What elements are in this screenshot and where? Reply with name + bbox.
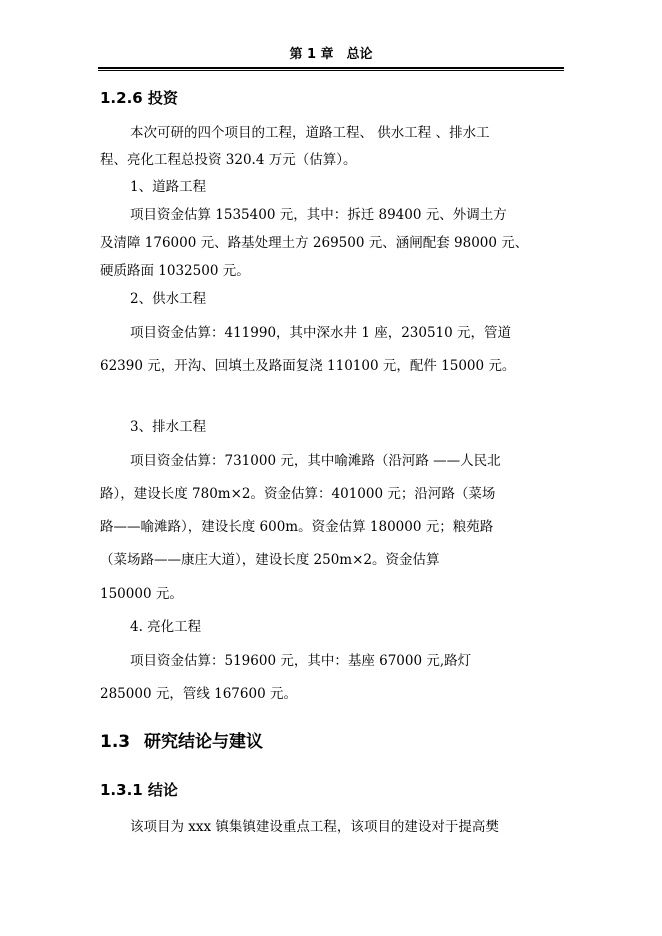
drainage-line-2: 路），建设长度 780m×2。资金估算：401000 元；沿河路（菜场: [100, 486, 496, 502]
road-line-2: 及清障 176000 元、路基处理土方 269500 元、涵闸配套 98000 元、: [100, 235, 529, 251]
intro-line-2: 程、亮化工程总投资 320.4 万元（估算）。: [100, 152, 357, 168]
item-title-water: 2、供水工程: [130, 291, 207, 307]
heading-1-2-6: 1.2.6 投资: [100, 89, 178, 107]
water-line-1: 项目资金估算：411990，其中深水井 1 座，230510 元，管道: [130, 325, 512, 341]
heading-1-3-title: 研究结论与建议: [144, 732, 263, 752]
drainage-line-5: 150000 元。: [100, 586, 183, 602]
road-line-1: 项目资金估算 1535400 元，其中：拆迁 89400 元、外调土方: [130, 207, 507, 223]
drainage-line-1: 项目资金估算：731000 元，其中喻滩路（沿河路 ——人民北: [130, 453, 501, 469]
heading-1-3: [100, 731, 263, 753]
header-rule: [98, 67, 564, 69]
lighting-line-2: 285000 元，管线 167600 元。: [100, 686, 297, 702]
conclusion-line-1: 该项目为 xxx 镇集镇建设重点工程，该项目的建设对于提高樊: [130, 819, 499, 835]
heading-1-3-1: 1.3.1 结论: [100, 781, 178, 799]
drainage-line-3: 路——喻滩路），建设长度 600m。资金估算 180000 元；粮苑路: [100, 519, 494, 535]
header-rule-thin: [98, 70, 564, 71]
heading-1-3-number: 1.3: [100, 732, 131, 752]
page-header: 第 1 章 总论: [289, 47, 373, 62]
water-line-2: 62390 元，开沟、回填土及路面复浇 110100 元，配件 15000 元。: [100, 358, 516, 374]
item-title-lighting: 4. 亮化工程: [130, 619, 202, 635]
lighting-line-1: 项目资金估算：519600 元，其中：基座 67000 元,路灯: [130, 653, 472, 669]
drainage-line-4: （菜场路——康庄大道），建设长度 250m×2。资金估算: [100, 552, 440, 568]
item-title-road: 1、道路工程: [130, 179, 207, 195]
intro-line-1: 本次可研的四个项目的工程，道路工程、 供水工程 、排水工: [130, 125, 490, 141]
item-title-drainage: 3、排水工程: [130, 419, 207, 435]
road-line-3: 硬质路面 1032500 元。: [100, 263, 250, 279]
